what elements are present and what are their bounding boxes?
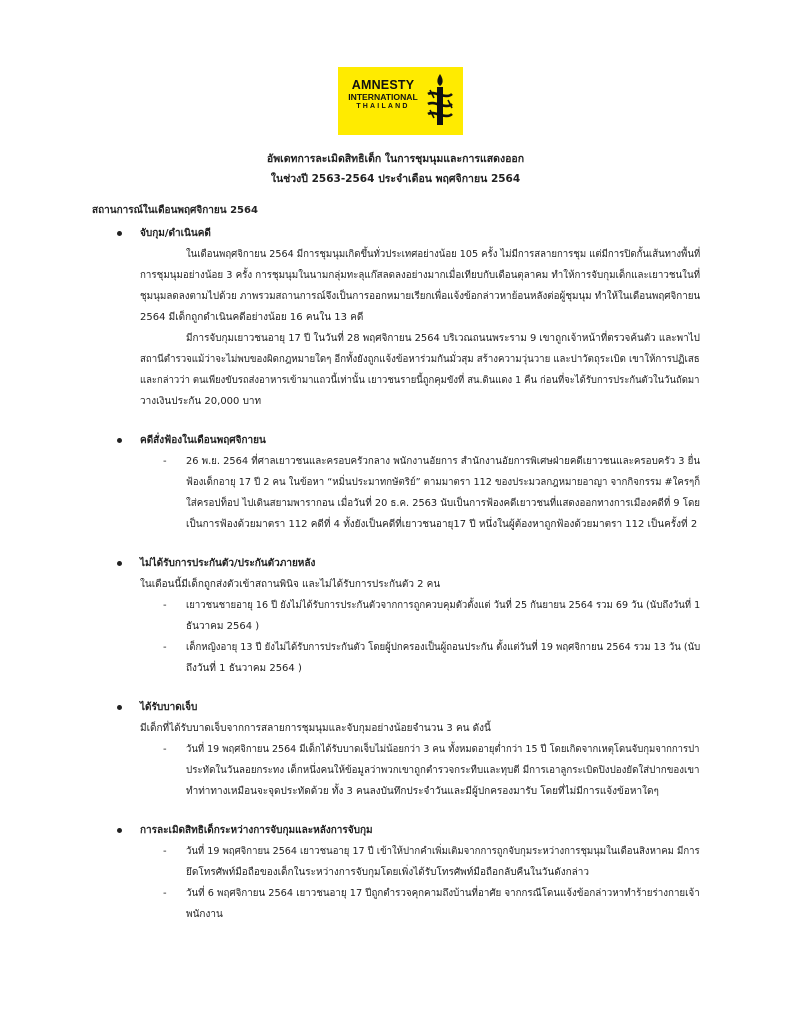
s1-p1-line: ในเดือนพฤศจิกายน 2564 มีการชุมนุมเกิดขึ้นทั่วประเทศอย่างน้อย 105 ครั้ง ไม่มีการสลายการชุม แต่มีการปิดกั้นเส้นทางพื้นที่ xyxy=(186,249,701,260)
s1-heading: จับกุม/ดำเนินคดี xyxy=(140,228,211,239)
dash-bullet: - xyxy=(163,888,167,899)
s4-item1-line: วันที่ 19 พฤศจิกายน 2564 มีเด็กได้รับบาดเจ็บไม่น้อยกว่า 3 คน ทั้งหมดอายุต่ำกว่า 15 ปี โดยเกิดจากเหตุโดนจับกุมจากการปา xyxy=(186,744,700,755)
s2-item1-line: ฟ้องเด็กอายุ 17 ปี 2 คน ในข้อหา “หมิ่นประมาทกษัตริย์” ตามมาตรา 112 ของประมวลกฎหมายอาญา จากกิจกรรม #ใครๆก็ xyxy=(186,477,701,488)
s5-item2-line: วันที่ 6 พฤศจิกายน 2564 เยาวชนอายุ 17 ปีถูกตำรวจคุกคามถึงบ้านที่อาศัย จากกรณีโดนแจ้งข้อกล่าวหาทำร้ายร่างกายเจ้า xyxy=(186,888,700,899)
dash-bullet: - xyxy=(163,846,167,857)
s2-item1-line: 26 พ.ย. 2564 ที่ศาลเยาวชนและครอบครัวกลาง พนักงานอัยการ สำนักงานอัยการพิเศษฝ่ายคดีเยาวชนและครอบครัว 3 ยื่น xyxy=(186,456,701,467)
amnesty-logo xyxy=(338,67,463,135)
candle-barbed-wire-icon xyxy=(424,72,456,130)
s2-item1-line: เป็นการฟ้องด้วยมาตรา 112 คดีที่ 4 ทั้งยังเป็นคดีที่เยาวชนอายุ17 ปี หนึ่งในผู้ต้องหาถูกฟ้องด้วยมาตรา 112 เป็นครั้งที่ 2 xyxy=(186,519,698,530)
bullet-icon xyxy=(117,828,122,833)
s1-p2-line: มีการจับกุมเยาวชนอายุ 17 ปี ในวันที่ 28 พฤศจิกายน 2564 บริเวณถนนพระราม 9 เขาถูกเจ้าหน้าที่ตรวจค้นตัว และพาไป xyxy=(186,333,700,344)
logo-line-2: INTERNATIONAL xyxy=(348,92,418,102)
dash-bullet: - xyxy=(163,456,167,467)
s4-item1-line: ประทัดในวันลอยกระทง เด็กหนึ่งคนให้ข้อมูลว่าพวกเขาถูกตำรวจกระทืบและทุบตี มีการเอาลูกระเบิดปิงปองยัดใส่ปากของเขา xyxy=(186,765,700,776)
bullet-icon xyxy=(117,438,122,443)
s3-intro: ในเดือนนี้มีเด็กถูกส่งตัวเข้าสถานพินิจ และไม่ได้รับการประกันตัว 2 คน xyxy=(140,579,441,590)
s1-p1-line: การชุมนุมอย่างน้อย 3 ครั้ง การชุมนุมในนามกลุ่มทะลุแก๊สลดลงอย่างมากเมื่อเทียบกับเดือนตุลาคม ทำให้การจับกุมเด็กและเยาวชนในที่ xyxy=(140,270,701,281)
document-title-line-1: อัพเดทการละเมิดสิทธิเด็ก ในการชุมนุมและการแสดงออก xyxy=(266,153,525,165)
s1-p2-line: และกล่าวว่า ตนเพียงขับรถส่งอาหารเข้ามาแถวนี้เท่านั้น เยาวชนรายนี้ถูกคุมขังที่ สน.ดินแดง 1 คืน ก่อนที่จะได้รับการประกันตัวในวันถัดมา xyxy=(140,375,700,386)
s2-heading: คดีสั่งฟ้องในเดือนพฤศจิกายน xyxy=(140,435,266,446)
s4-heading: ได้รับบาดเจ็บ xyxy=(140,702,198,713)
s5-item1-line: ยึดโทรศัพท์มือถือของเด็กในระหว่างการจับกุมโดยเพิ่งได้รับโทรศัพท์มือถือกลับคืนในวันดังกล่าว xyxy=(186,867,590,878)
logo-wordmark xyxy=(347,78,419,111)
s5-item2-line: พนักงาน xyxy=(186,909,223,920)
document-title-line-2: ในช่วงปี 2563-2564 ประจำเดือน พฤศจิกายน 2564 xyxy=(270,173,521,185)
s1-p2-line: สถานีตำรวจแม้ว่าจะไม่พบของผิดกฎหมายใดๆ อีกทั้งยังถูกแจ้งข้อหาร่วมกันมั่วสุม สร้างความวุ่นวาย และปาวัตถุระเบิด เขาให้การปฏิเสธ xyxy=(140,354,700,365)
s5-item1-line: วันที่ 19 พฤศจิกายน 2564 เยาวชนอายุ 17 ปี เข้าให้ปากคำเพิ่มเติมจากการถูกจับกุมระหว่างการชุมนุมในเดือนสิงหาคม มีการ xyxy=(186,846,700,857)
bullet-icon xyxy=(117,231,122,236)
s4-intro: มีเด็กที่ได้รับบาดเจ็บจากการสลายการชุมนุมและจับกุมอย่างน้อยจำนวน 3 คน ดังนี้ xyxy=(140,723,491,734)
dash-bullet: - xyxy=(163,600,167,611)
dash-bullet: - xyxy=(163,744,167,755)
section-heading: สถานการณ์ในเดือนพฤศจิกายน 2564 xyxy=(92,205,258,216)
s1-p2-line: วางเงินประกัน 20,000 บาท xyxy=(140,396,262,407)
logo-line-1: AMNESTY xyxy=(351,78,415,92)
s3-item1-line: ธันวาคม 2564 ) xyxy=(186,621,260,632)
bullet-icon xyxy=(117,705,122,710)
s5-heading: การละเมิดสิทธิเด็กระหว่างการจับกุมและหลังการจับกุม xyxy=(140,825,373,836)
s1-p1-line: 2564 มีเด็กถูกดำเนินคดีอย่างน้อย 16 คนใน 13 คดี xyxy=(140,312,364,323)
s3-heading: ไม่ได้รับการประกันตัว/ประกันตัวภายหลัง xyxy=(140,558,316,569)
s3-item2-line: ถึงวันที่ 1 ธันวาคม 2564 ) xyxy=(186,663,302,674)
s1-p1-line: ชุมนุมลดลงตามไปด้วย ภาพรวมสถานการณ์จึงเป็นการออกหมายเรียกเพื่อแจ้งข้อกล่าวหาย้อนหลังต่อผู้ชุมนุม ทำให้ในเดือนพฤศจิกายน xyxy=(140,291,701,302)
bullet-icon xyxy=(117,561,122,566)
s2-item1-line: ใส่ครอปท็อป ไปเดินสยามพารากอน เมื่อวันที่ 20 ธ.ค. 2563 นับเป็นการฟ้องคดีเยาวชนที่แสดงออกทางการเมืองคดีที่ 9 โดย xyxy=(186,498,701,509)
s4-item1-line: ทำท่าทางเหมือนจะจุดประทัดด้วย ทั้ง 3 คนลงบันทึกประจำวันและมีผู้ปกครองมารับ โดยที่ไม่มีการแจ้งข้อหาใดๆ xyxy=(186,786,659,797)
s3-item2-line: เด็กหญิงอายุ 13 ปี ยังไม่ได้รับการประกันตัว โดยผู้ปกครองเป็นผู้ถอนประกัน ตั้งแต่วันที่ 19 พฤศจิกายน 2564 รวม 13 วัน (นับ xyxy=(186,642,701,653)
s3-item1-line: เยาวชนชายอายุ 16 ปี ยังไม่ได้รับการประกันตัวจากการถูกควบคุมตัวตั้งแต่ วันที่ 25 กันยายน 2564 รวม 69 วัน (นับถึงวันที่ 1 xyxy=(186,600,701,611)
logo-line-3: THAILAND xyxy=(356,103,410,110)
dash-bullet: - xyxy=(163,642,167,653)
